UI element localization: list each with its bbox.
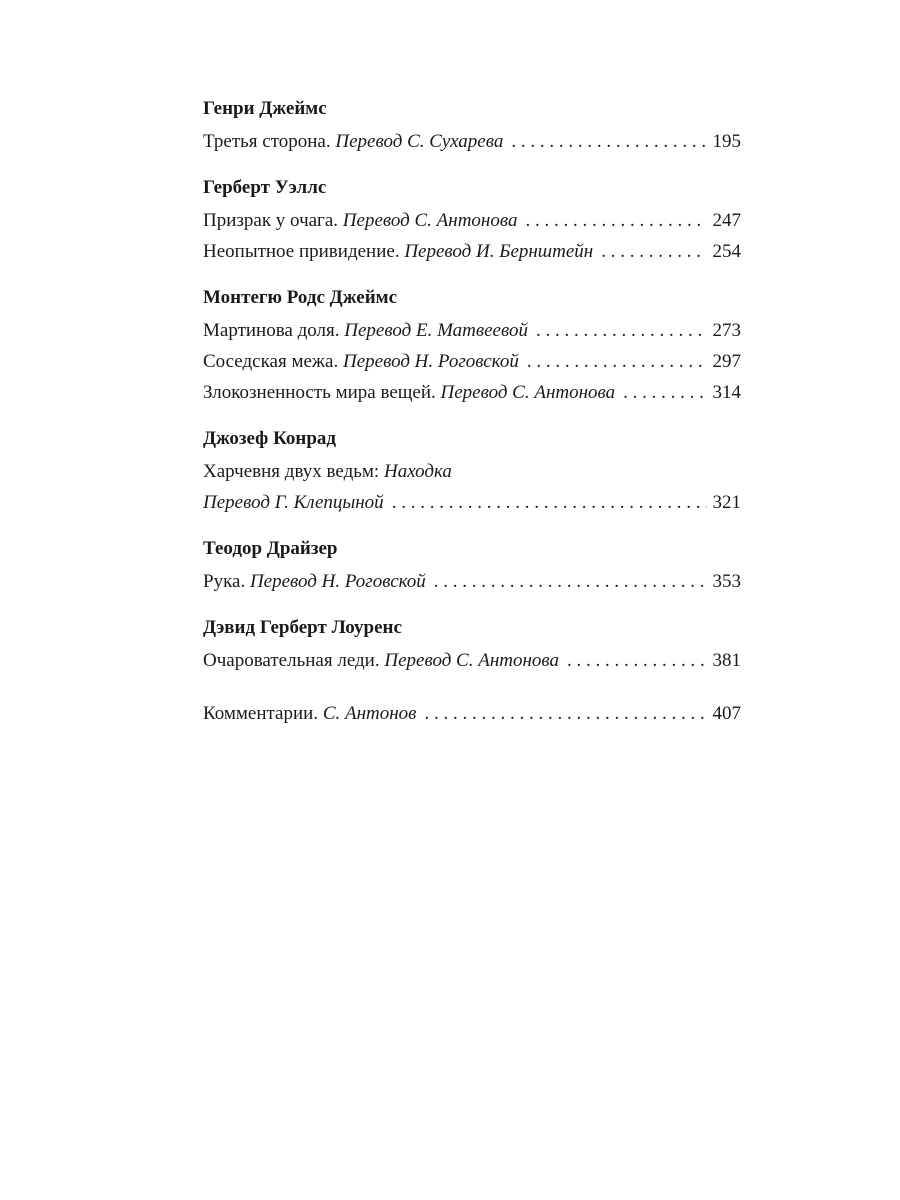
entry-title: Призрак у очага.: [203, 210, 339, 231]
toc-entry: [203, 645, 741, 676]
entry-title: Третья сторона.: [203, 131, 331, 152]
toc-entry-commentary: [203, 698, 741, 729]
dot-leader: [525, 205, 706, 236]
toc-entry: [203, 487, 741, 518]
entry-page-number: 297: [712, 351, 741, 372]
entry-translator: Перевод С. Сухарева: [335, 131, 504, 152]
entry-title: Неопытное привидение.: [203, 241, 400, 262]
entry-translator: Перевод Н. Роговской: [249, 571, 426, 592]
dot-leader: [434, 566, 707, 597]
entry-translator: Перевод Е. Матвеевой: [344, 320, 528, 341]
entry-page-number: 273: [712, 320, 741, 341]
table-of-contents: [203, 96, 741, 729]
entry-translator: Перевод И. Бернштейн: [404, 241, 594, 262]
dot-leader: [511, 126, 706, 157]
entry-title: Очаровательная леди.: [203, 650, 380, 671]
entry-page-number: 314: [712, 382, 741, 403]
entry-title: Мартинова доля.: [203, 320, 340, 341]
toc-entry: [203, 126, 741, 157]
entry-subtitle: Находка: [383, 461, 452, 482]
entry-translator: Перевод Г. Клепцыной: [203, 492, 384, 513]
dot-leader: [424, 698, 706, 729]
entry-page-number: 195: [712, 131, 741, 152]
entry-page-number: 254: [712, 241, 741, 262]
entry-title: Комментарии.: [203, 703, 319, 724]
dot-leader: [392, 487, 707, 518]
toc-entry: [203, 566, 741, 597]
author-heading: Джозеф Конрад: [203, 428, 337, 449]
entry-title: Рука.: [203, 571, 246, 592]
dot-leader: [527, 346, 707, 377]
dot-leader: [536, 315, 707, 346]
entry-title: Злокозненность мира вещей.: [203, 382, 436, 403]
author-heading: Монтегю Родс Джеймс: [203, 287, 398, 308]
entry-page-number: 321: [712, 492, 741, 513]
entry-page-number: 353: [712, 571, 741, 592]
toc-entry: [203, 315, 741, 346]
dot-leader: [567, 645, 706, 676]
author-heading: Генри Джеймс: [203, 98, 327, 119]
entry-translator: Перевод С. Антонова: [440, 382, 616, 403]
author-heading: Теодор Драйзер: [203, 538, 338, 559]
entry-translator: Перевод С. Антонова: [384, 650, 560, 671]
author-heading: Герберт Уэллс: [203, 177, 327, 198]
dot-leader: [623, 377, 706, 408]
entry-translator: С. Антонов: [322, 703, 417, 724]
toc-entry: [203, 377, 741, 408]
entry-page-number: 247: [712, 210, 741, 231]
dot-leader: [601, 236, 706, 267]
entry-title: Харчевня двух ведьм:: [203, 461, 380, 482]
entry-page-number: 381: [712, 650, 741, 671]
toc-entry-title-line: [203, 456, 741, 487]
toc-entry: [203, 236, 741, 267]
entry-page-number: 407: [712, 703, 741, 724]
entry-translator: Перевод Н. Роговской: [342, 351, 519, 372]
entry-translator: Перевод С. Антонова: [342, 210, 518, 231]
toc-entry: [203, 205, 741, 236]
entry-title: Соседская межа.: [203, 351, 339, 372]
toc-entry: [203, 346, 741, 377]
author-heading: Дэвид Герберт Лоуренс: [203, 617, 402, 638]
